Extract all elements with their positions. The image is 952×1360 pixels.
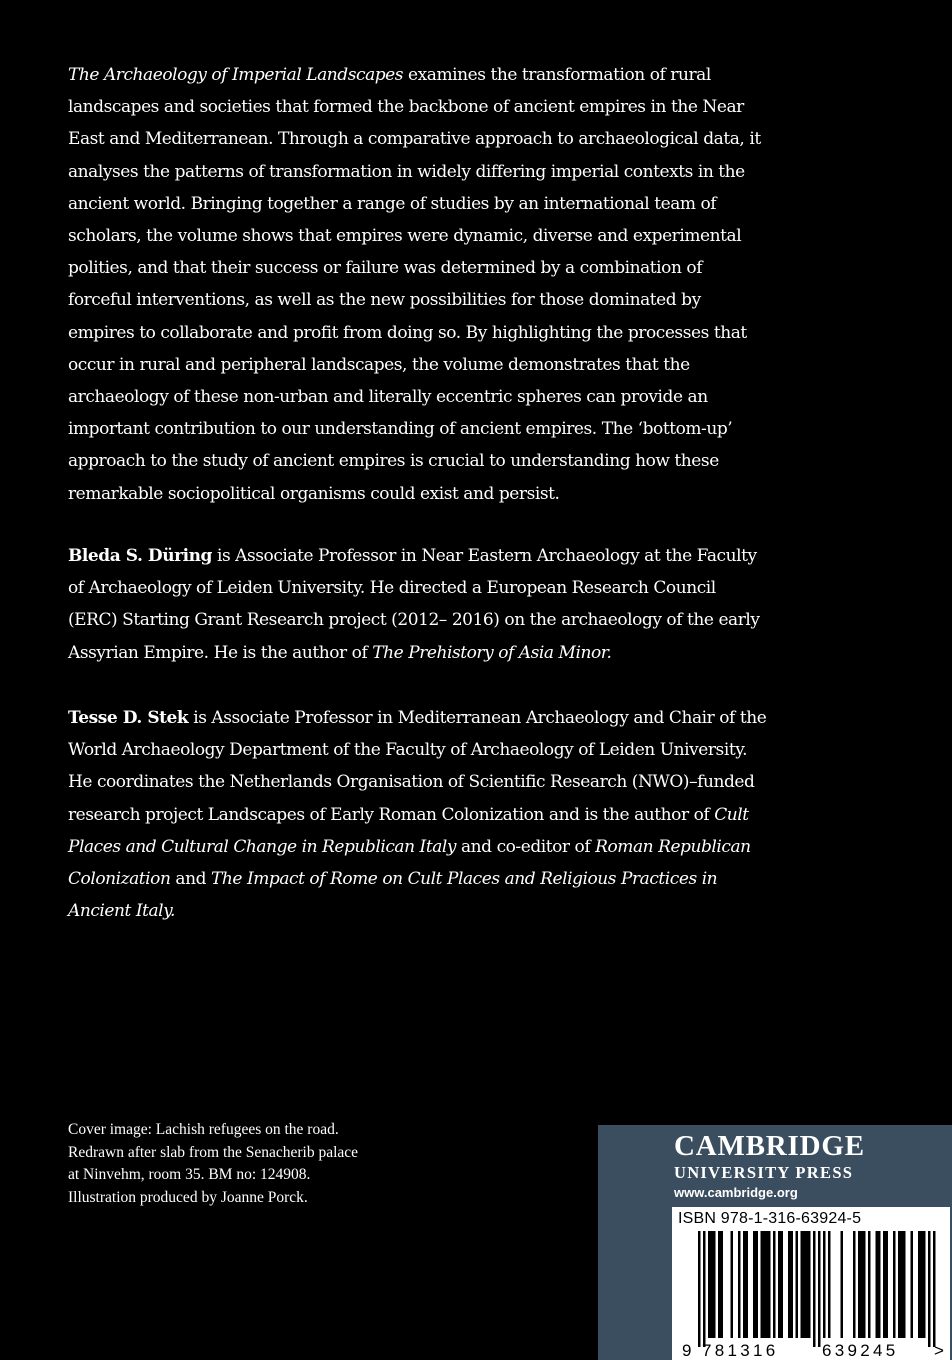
book-description: [68, 59, 768, 510]
author-name-during: Bleda S. Düring: [68, 546, 212, 566]
barcode-bar: [813, 1231, 816, 1347]
credit-line: Illustration produced by Joanne Porck.: [68, 1188, 308, 1206]
barcode-bar: [868, 1231, 871, 1338]
book-title: The Archaeology of Imperial Landscapes: [68, 65, 404, 85]
barcode-bar: [773, 1231, 776, 1338]
barcode-bar: [698, 1231, 701, 1347]
book-title-prehistory: The Prehistory of Asia Minor.: [372, 642, 612, 663]
publisher-url: www.cambridge.org: [674, 1185, 798, 1200]
barcode-bar: [876, 1231, 881, 1338]
barcode-bar: [928, 1231, 931, 1347]
barcode-bar: [738, 1231, 741, 1338]
barcode-bar: [788, 1231, 793, 1338]
barcode-bar: [708, 1231, 716, 1338]
barcode-bar: [753, 1231, 758, 1338]
barcode-bar: [858, 1231, 866, 1338]
bio-text-during: is Associate Professor in Near Eastern Archaeology at the Faculty of Archaeology of Leiden University. He directed a European Research Council (ERC) Starting Grant Research project (2012– 2016) on the archaeology of the early Assyrian Empire. He is the author of: [68, 546, 760, 663]
barcode-bar: [743, 1231, 748, 1338]
barcode-digits-right: 639245: [822, 1341, 899, 1360]
author-name-stek: Tesse D. Stek: [68, 708, 189, 728]
bio-text-stek-1: is Associate Professor in Mediterranean Archaeology and Chair of the World Archaeology Department of the Faculty of Archaeology of Leiden University. He coordinates the Netherlands Organisation of Scientific Research (NWO)–funded research project Landscapes of Early Roman Colonization and is the author of: [68, 708, 767, 825]
barcode-bar: [796, 1231, 799, 1338]
cover-image-credit: [68, 1119, 398, 1209]
barcode-bar: [911, 1231, 914, 1338]
barcode-bar: [778, 1231, 783, 1338]
credit-line: Cover image: Lachish refugees on the road.: [68, 1121, 339, 1138]
barcode-digits-left: 781316: [702, 1341, 779, 1360]
publisher-panel: [598, 1125, 952, 1360]
barcode-bar: [828, 1231, 831, 1338]
barcode-bar: [918, 1231, 926, 1338]
barcode-bar: [703, 1231, 706, 1347]
barcode-bar: [818, 1231, 821, 1347]
credit-line: Redrawn after slab from the Senacherib palace: [68, 1143, 359, 1161]
barcode: [672, 1207, 950, 1360]
barcode-bar: [801, 1231, 811, 1338]
isbn-label: ISBN 978-1-316-63924-5: [678, 1210, 862, 1227]
bio-text-stek-2: and co-editor of: [461, 836, 591, 857]
barcode-bar: [898, 1231, 906, 1338]
book-title-roman-colonization: Roman Republican Colonization: [68, 836, 751, 890]
book-title-cult-places: Cult Places and Cultural Change in Republican Italy: [68, 804, 749, 857]
credit-line: at Ninvehm, room 35. BM no: 124908.: [68, 1166, 311, 1184]
barcode-bar: [731, 1231, 734, 1338]
book-title-impact-of-rome: The Impact of Rome on Cult Places and Religious Practices in Ancient Italy.: [68, 869, 718, 922]
barcode-bar: [841, 1231, 844, 1338]
author-bio-during: [68, 540, 768, 669]
bio-text-stek-3: and: [175, 869, 207, 890]
barcode-bar: [761, 1231, 771, 1338]
barcode-bar: [718, 1231, 723, 1338]
barcode-bar: [933, 1231, 936, 1347]
barcode-quiet-zone-mark: >: [934, 1341, 944, 1360]
barcode-bar: [823, 1231, 826, 1338]
description-text: examines the transformation of rural landscapes and societies that formed the backbone of ancient empires in the Near East and Mediterranean. Through a comparative approach to archaeological data, it analyses the patterns of transformation in widely differing imperial contexts in the ancient world. Bringing together a range of studies by an international team of scholars, the volume shows that empires were dynamic, diverse and experimental polities, and that their success or failure was determined by a combination of forceful interventions, as well as the new possibilities for those dominated by empires to collaborate and profit from doing so. By highlighting the processes that occur in rural and peripheral landscapes, the volume demonstrates that the archaeology of these non-urban and literally eccentric spheres can provide an important contribution to our understanding of ancient empires. The ‘bottom-up’ approach to the study of ancient empires is crucial to understanding how these remarkable sociopolitical organisms could exist and persist.: [68, 65, 761, 504]
barcode-bar: [893, 1231, 896, 1338]
publisher-logo-press: UNIVERSITY PRESS: [674, 1163, 854, 1182]
isbn-barcode-box: [672, 1207, 950, 1360]
publisher-logo-name: CAMBRIDGE: [674, 1130, 865, 1162]
barcode-bar: [883, 1231, 888, 1338]
barcode-bar: [853, 1231, 856, 1338]
barcode-digit-first: 9: [682, 1341, 692, 1360]
author-bio-stek: [68, 702, 768, 927]
